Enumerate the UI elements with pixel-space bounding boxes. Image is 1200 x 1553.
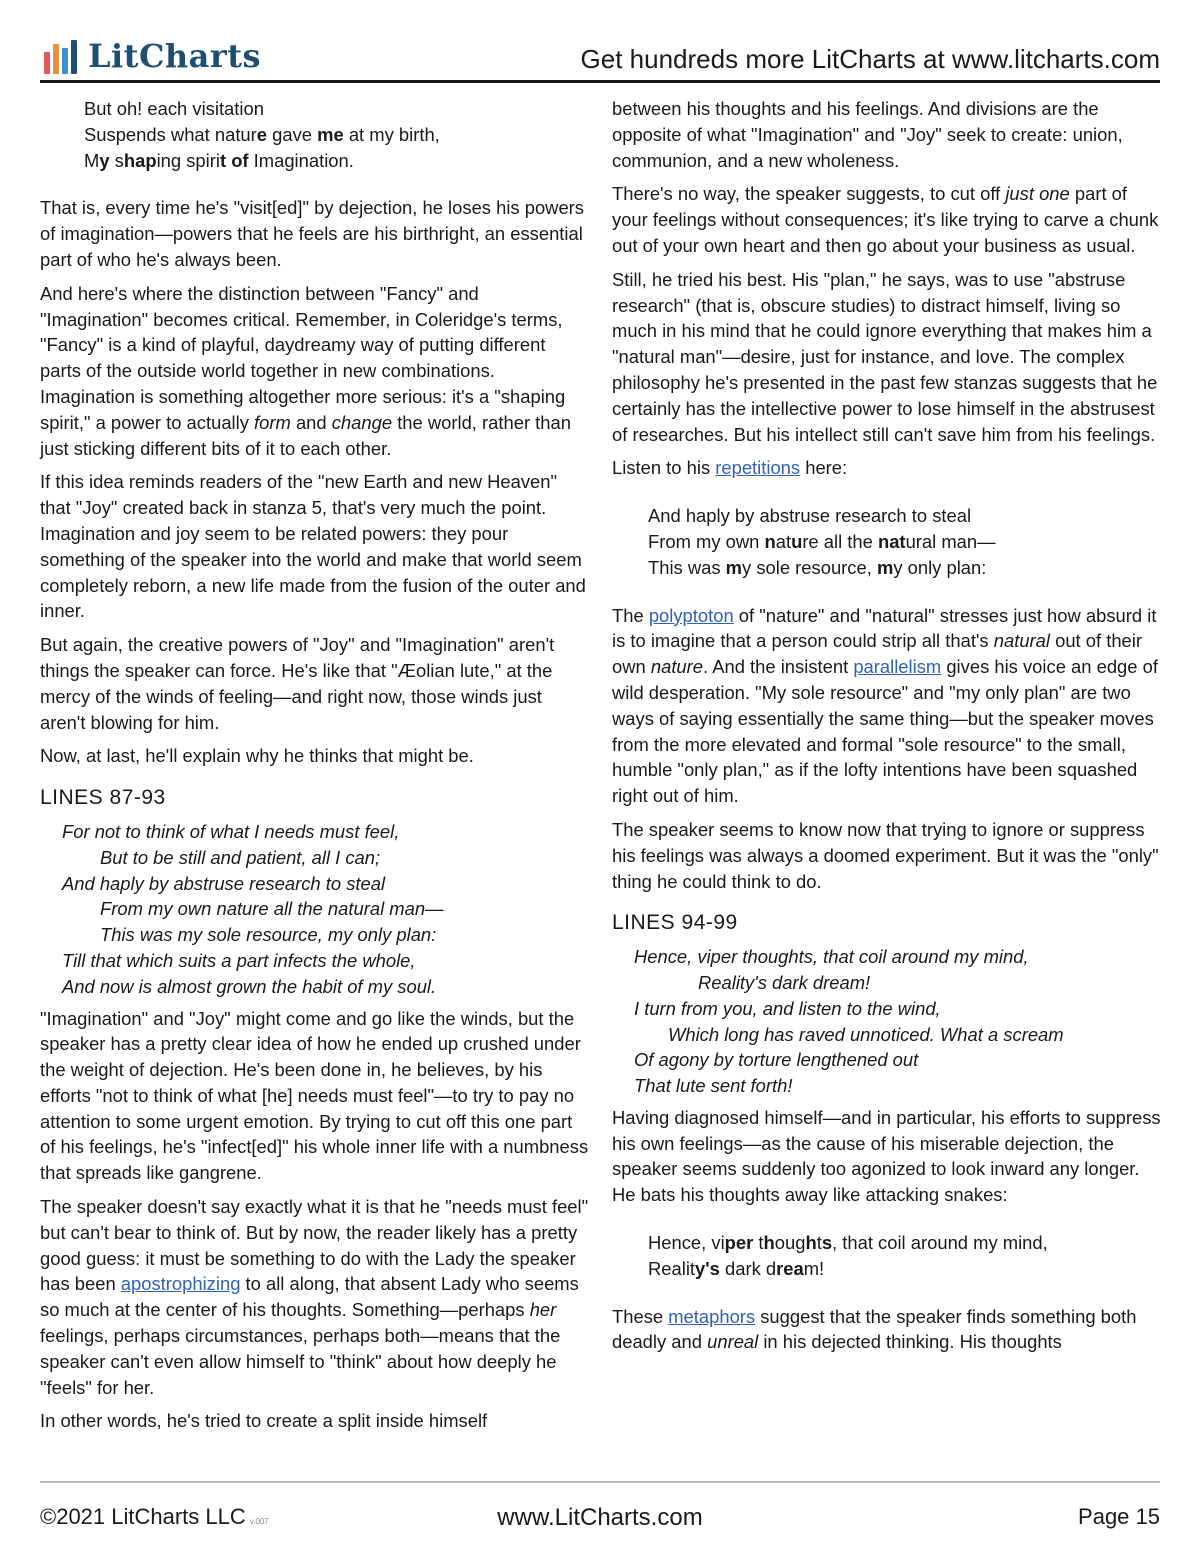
- quote-line: Reality's dark dream!: [648, 1257, 825, 1279]
- paragraph: The speaker doesn't say exactly what it is that he "needs must feel" but can't bear to think of. But by now, the reader likely has a pretty good guess: it must be something to do with the Lady the speaker has been apostrophizing to all along, that absent Lady who seems so much at the center of his thoughts. Something—perhaps her feelings, perhaps circumstances, perhaps both—means that the speaker can't even allow himself to "think" about how deeply he "feels" for her.: [40, 1196, 589, 1398]
- quote-line: From my own nature all the natural man—: [648, 530, 996, 552]
- quote-line: Hence, viper thoughts, that coil around my mind,: [648, 1232, 1048, 1254]
- quote-line: And haply by abstruse research to steal: [648, 505, 972, 527]
- paragraph: These metaphors suggest that the speaker finds something both deadly and unreal in his dejected thinking. His thoughts: [612, 1305, 1137, 1353]
- header-rule: [40, 80, 1160, 83]
- poem-line: But to be still and patient, all I can;: [100, 846, 381, 868]
- polyptoton-link[interactable]: polyptoton: [648, 604, 734, 626]
- paragraph: Having diagnosed himself—and in particular, his efforts to suppress his own feelings—as the cause of his miserable dejection, the speaker seems suddenly too agonized to look inward any longer. He bats his thoughts away like attacking snakes:: [612, 1106, 1161, 1206]
- quote-line: My shaping spirit of Imagination.: [84, 149, 354, 171]
- paragraph: In other words, he's tried to create a split inside himself: [40, 1410, 488, 1432]
- page-footer: [40, 1504, 1160, 1538]
- repetitions-link[interactable]: repetitions: [715, 457, 801, 479]
- litcharts-logo[interactable]: [44, 38, 261, 74]
- poem-line: Of agony by torture lengthened out: [634, 1049, 919, 1071]
- quote-line: But oh! each visitation: [84, 98, 264, 119]
- paragraph: The speaker seems to know now that trying to ignore or suppress his feelings was always a doomed experiment. But it was the "only" thing he could think to do.: [612, 818, 1159, 892]
- quote-lines-viper: [612, 1230, 1162, 1282]
- poem-line: And now is almost grown the habit of my soul.: [62, 975, 437, 997]
- logo-text: LitCharts: [88, 37, 262, 75]
- poem-line: Hence, viper thoughts, that coil around my mind,: [634, 946, 1029, 968]
- paragraph: between his thoughts and his feelings. And divisions are the opposite of what "Imagination" and "Joy" seek to create: union, communion, and a new wholeness.: [612, 98, 1123, 171]
- quote-line: Suspends what nature gave me at my birth,: [84, 123, 440, 145]
- paragraph: There's no way, the speaker suggests, to cut off just one part of your feelings without consequences; it's like trying to carve a chunk out of your own heart and then go about your business as usual.: [612, 183, 1159, 256]
- right-column: [612, 96, 1162, 1363]
- logo-bars-icon: [44, 38, 80, 74]
- poem-line: And haply by abstruse research to steal: [62, 872, 386, 894]
- metaphors-link[interactable]: metaphors: [668, 1305, 756, 1327]
- header-tagline[interactable]: Get hundreds more LitCharts at www.litcharts.com: [580, 44, 1160, 74]
- footer-site-link[interactable]: www.LitCharts.com: [497, 1504, 703, 1531]
- poem-excerpt-94-99: [612, 944, 1162, 1099]
- apostrophizing-link[interactable]: apostrophizing: [120, 1273, 241, 1295]
- page-number: Page 15: [1078, 1504, 1160, 1529]
- footer-rule: [40, 1481, 1160, 1483]
- quote-lines-research: [612, 503, 1162, 580]
- paragraph: But again, the creative powers of "Joy" and "Imagination" aren't things the speaker can force. He's like that "Æolian lute," at the mercy of the winds of feeling—and right now, those winds just aren't blowing for him.: [40, 634, 555, 733]
- poem-line: Till that which suits a part infects the whole,: [62, 949, 416, 971]
- quote-line: This was my sole resource, my only plan:: [648, 556, 987, 578]
- quote-lines-visitation: [40, 96, 590, 173]
- page-header: [40, 30, 1160, 82]
- paragraph: Still, he tried his best. His "plan," he says, was to use "abstruse research" (that is, obscure studies) to distract himself, living so much in his mind that he could ignore everything that makes him a "natural man"—desire, just for instance, and love. The complex philosophy he's presented in the past few stanzas suggests that he certainly has the intellective power to lose himself in the abstrusest of researches. But his intellect still can't save him from his feelings.: [612, 268, 1158, 445]
- copyright: ©2021 LitCharts LLC v.007: [40, 1504, 269, 1529]
- parallelism-link[interactable]: parallelism: [853, 656, 942, 678]
- poem-line: That lute sent forth!: [634, 1075, 793, 1097]
- paragraph: The polyptoton of "nature" and "natural" stresses just how absurd it is to imagine that a person could strip all that's natural out of their own nature. And the insistent parallelism gives his voice an edge of wild desperation. "My sole resource" and "my only plan" are two ways of saying essentially the same thing—but the speaker moves from the more elevated and formal "sole resource" to the small, humble "only plan," as if the lofty intentions have been squashed right out of him.: [612, 604, 1158, 807]
- poem-line: For not to think of what I needs must feel,: [62, 820, 400, 842]
- paragraph: Now, at last, he'll explain why he thinks that might be.: [40, 745, 474, 767]
- left-column: [40, 96, 590, 1442]
- poem-line: Reality's dark dream!: [698, 971, 871, 993]
- paragraph: "Imagination" and "Joy" might come and go like the winds, but the speaker has a pretty clear idea of how he ended up crushed under the weight of dejection. He's been done in, he believes, by his efforts "not to think of what [he] needs must feel"—to try to pay no attention to some urgent emotion. By trying to cut off this one part of his feelings, he's "infect[ed]" his whole inner life with a numbness that spreads like gangrene.: [40, 1007, 589, 1184]
- poem-line: This was my sole resource, my only plan:: [100, 924, 437, 946]
- section-heading: LINES 94-99: [612, 911, 738, 935]
- paragraph: And here's where the distinction between "Fancy" and "Imagination" becomes critical. Remember, in Coleridge's terms, "Fancy" is a kind of playful, daydreamy way of putting different parts of the outside world together in new combinations. Imagination is something altogether more serious: it's a "shaping spirit," a power to actually form and change the world, rather than just sticking different bits of it to each other.: [40, 282, 571, 459]
- paragraph: That is, every time he's "visit[ed]" by dejection, he loses his powers of imagination—powers that he feels are his birthright, an essential part of who he's always been.: [40, 197, 585, 270]
- poem-line: I turn from you, and listen to the wind,: [634, 997, 941, 1019]
- paragraph: If this idea reminds readers of the "new Earth and new Heaven" that "Joy" created back in stanza 5, that's very much the point. Imagination and joy seem to be related powers: they pour something of the speaker into the world and make that world seem completely reborn, a new life made from the fusion of the outer and inner.: [40, 471, 586, 622]
- section-heading: LINES 87-93: [40, 786, 166, 810]
- paragraph: Listen to his repetitions here:: [612, 457, 848, 479]
- poem-line: Which long has raved unnoticed. What a scream: [668, 1023, 1064, 1045]
- poem-excerpt-87-93: [40, 819, 590, 1000]
- poem-line: From my own nature all the natural man—: [100, 898, 444, 920]
- version-label: v.007: [249, 1517, 269, 1526]
